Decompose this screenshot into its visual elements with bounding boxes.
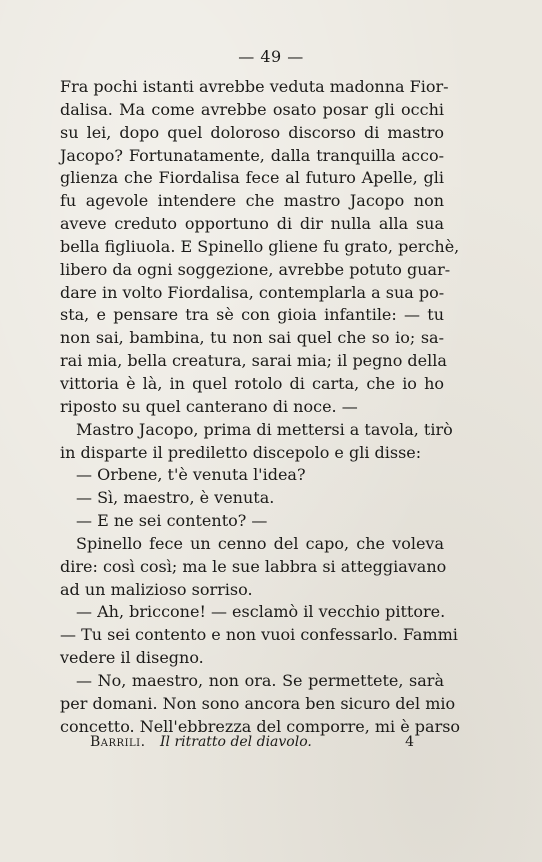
text-line: ad un malizioso sorriso.	[60, 579, 253, 599]
text-line: — E ne sei contento? —	[76, 511, 268, 531]
text-line: Spinello fece un cenno del capo, che voleva	[76, 533, 444, 553]
text-line: rai mia, bella creatura, sarai mia; il pegno della	[60, 351, 447, 371]
page-footer	[90, 734, 414, 750]
text-line: — Tu sei contento e non vuoi confessarlo. Fammi	[60, 625, 458, 645]
text-line: dare in volto Fiordalisa, contemplarla a sua po-	[60, 282, 445, 302]
text-line: bella figliuola. E Spinello gliene fu grato, perchè,	[60, 236, 460, 256]
text-line: vedere il disegno.	[60, 648, 204, 668]
text-line: non sai, bambina, tu non sai quel che so io; sa-	[60, 328, 444, 348]
footer-author: Barrili.	[90, 734, 146, 750]
text-line: sta, e pensare tra sè con gioia infantile: — tu	[60, 305, 444, 325]
text-line: Jacopo? Fortunatamente, dalla tranquilla acco-	[60, 145, 444, 165]
text-line: Fra pochi istanti avrebbe veduta madonna Fior-	[60, 77, 449, 96]
text-line: — Ah, briccone! — esclamò il vecchio pittore.	[76, 602, 446, 622]
text-line: per domani. Non sono ancora ben sicuro del mio	[60, 693, 456, 713]
text-line: dire: così così; ma le sue labbra si atteggiavano	[60, 556, 447, 576]
body-text	[60, 76, 461, 738]
text-line: aveve creduto opportuno di dir nulla alla sua	[60, 214, 444, 234]
text-line: Mastro Jacopo, prima di mettersi a tavola, tirò	[76, 419, 453, 439]
text-line: fu agevole intendere che mastro Jacopo non	[60, 191, 444, 211]
text-line: glienza che Fiordalisa fece al futuro Apelle, gli	[60, 168, 444, 188]
text-line: su lei, dopo quel doloroso discorso di mastro	[60, 122, 444, 142]
signature-mark: 4	[405, 734, 414, 750]
page-number: — 49 —	[238, 47, 304, 66]
text-line: vittoria è là, in quel rotolo di carta, che io ho	[60, 373, 444, 393]
text-line: — Orbene, t'è venuta l'idea?	[76, 465, 306, 485]
text-line: dalisa. Ma come avrebbe osato posar gli occhi	[60, 99, 444, 119]
text-line: concetto. Nell'ebbrezza del comporre, mi è parso	[60, 716, 461, 736]
text-line: in disparte il prediletto discepolo e gli disse:	[60, 442, 422, 462]
text-line: libero da ogni soggezione, avrebbe potuto guar-	[60, 259, 451, 279]
footer-title: Il ritratto del diavolo.	[160, 734, 312, 750]
text-line: — Sì, maestro, è venuta.	[76, 488, 275, 508]
text-line: — No, maestro, non ora. Se permettete, sarà	[76, 670, 444, 690]
footer-citation	[90, 734, 312, 750]
text-line: riposto su quel canterano di noce. —	[60, 396, 358, 416]
